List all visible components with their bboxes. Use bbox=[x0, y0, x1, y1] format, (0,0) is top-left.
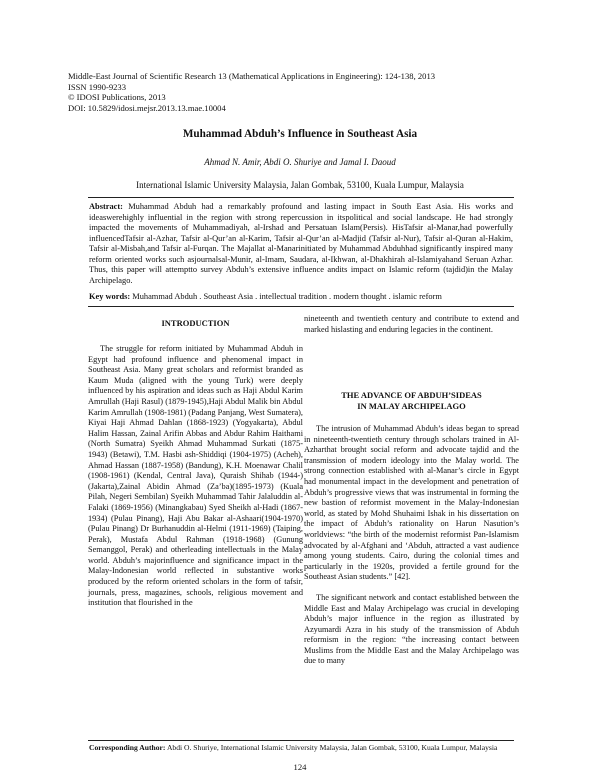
affiliation: International Islamic University Malaysia, Jalan Gombak, 53100, Kuala Lumpur, Malaysia bbox=[136, 180, 464, 190]
journal-citation: Middle-East Journal of Scientific Research 13 (Mathematical Applications in Engineering): 124-138, 2013 bbox=[68, 71, 436, 81]
page-number: 124 bbox=[293, 762, 307, 772]
right-continuation: nineteenth and twentieth century and contribute to extend and marked hislasting and enduring legacies in the continent. bbox=[304, 314, 519, 334]
section-heading-introduction: INTRODUCTION bbox=[161, 318, 230, 328]
right-column-top bbox=[304, 314, 519, 335]
doi: DOI: 10.5829/idosi.mejsr.2013.13.mae.10004 bbox=[68, 102, 226, 113]
journal-header bbox=[68, 71, 538, 113]
section-heading-advance bbox=[304, 390, 519, 412]
authors: Ahmad N. Amir, Abdi O. Shuriye and Jamal I. Daoud bbox=[204, 157, 396, 167]
keywords bbox=[89, 292, 513, 301]
advance-heading-line2: IN MALAY ARCHIPELAGO bbox=[357, 401, 466, 411]
abstract-text: Muhammad Abduh had a remarkably profound and lasting impact in South East Asia. His works and ideaswerehighly influential in the region with strong repercussion in itspolitical and social landscape. He had strongly impacted the movements of Muhammadiyah, al-Irshad and Persatuan Islam(Persis). HisTafsir al-Manar,had powerfully influencedTafsir al-Azhar, Tafsir al-Qur’an al-Karim, Tafsir al-Qur’an al-Madjid (Tafsir al-Nur), Tafsir al-Quran al-Hakim, Tafsir al-Misbah,and Tafsir al-Furqan. The Majallat al-Manarinitiated by Muhammad Abduhhad significantly inspired many reform oriented works such asjournalsal-Munir, al-Imam, Saudara, al-Ikhwan, al-Dhakhirah al-Islamiyahand Seruan Azhar. Thus, this paper will attemptto survey Abduh’s extensive influence andits impact on Islamic reform (tajdid)in the Malay Archipelago. bbox=[89, 202, 514, 285]
paper-title: Muhammad Abduh’s Influence in Southeast Asia bbox=[182, 128, 418, 140]
abstract bbox=[89, 202, 513, 286]
advance-paragraph-1: The intrusion of Muhammad Abduh’s ideas began to spread in nineteenth-twentieth century through scholars trained in Al-Azharthat brought social reform and advocate tajdid and the transmission of modern ideology into the Malay world. The strong connection established with al-Manar’s circle in Egypt had monumental impact in the development and penetration of Abduh’s progressive views that was instrumental in forming the new bastion of reformist movement in the Malay-Indonesian world, as stated by Mohd Shuhaimi Ishak in his dissertation on the impact of Abduh’s rationality on Harun Nasution’s worldviews: “the birth of the modernist reformist Pan-Islamism advocated by al-Afghani and ‘Abduh, attracted a vast audience among young students. Cairo, during the colonial times and particularly in the 1920s, provided a fertile ground for the Southeast Asian students.” [42]. bbox=[304, 424, 519, 582]
advance-body bbox=[304, 424, 519, 667]
keywords-label: Key words: bbox=[89, 292, 131, 301]
abstract-label: Abstract: bbox=[89, 202, 123, 211]
corresponding-author bbox=[89, 743, 515, 752]
divider-top bbox=[88, 197, 514, 198]
copyright: © IDOSI Publications, 2013 bbox=[68, 92, 166, 103]
corresponding-label: Corresponding Author: bbox=[89, 743, 166, 752]
divider-keywords bbox=[88, 306, 514, 307]
advance-heading-line1: THE ADVANCE OF ABDUH’SIDEAS bbox=[341, 390, 482, 400]
advance-paragraph-2: The significant network and contact established between the Middle East and Malay Archipelago was crucial in developing Abduh’s major influence in the region as illustrated by Azyumardi Azra in his study of the transmission of Abduh reformism in the region: “the increasing contact between Muslims from the Middle East and the Malay Archipelago was due to many bbox=[304, 592, 519, 666]
issn: ISSN 1990-9233 bbox=[68, 81, 127, 92]
corresponding-text: Abdi O. Shuriye, International Islamic University Malaysia, Jalan Gombak, 53100, Kuala Lumpur, Malaysia bbox=[166, 743, 498, 752]
keywords-text: Muhammad Abduh . Southeast Asia . intellectual tradition . modern thought . islamic reform bbox=[132, 292, 442, 301]
divider-footer bbox=[88, 740, 514, 741]
intro-column bbox=[88, 344, 303, 609]
intro-paragraph: The struggle for reform initiated by Muhammad Abduh in Egypt had profound influence and phenomenal impact in Southeast Asia. Many great scholars and reformist branded as Kaum Muda (aligned with the young Turk) were deeply influenced by his aspiration and ideas such as Haji Abdul Karim Amrullah (Haji Rasul) (1879-1945),Haji Abdul Malik bin Abdul Karim Amrullah (1908-1981) (Padang Panjang, West Sumatera), Kiyai Haji Ahmad Dahlan (1868-1923) (Yogyakarta), Abdul Halim Hassan, Zainal Arifin Abbas and Abdur Rahim Haithami (North Sumatra) Syeikh Ahmad Muhammad Surkati (1875-1943) (Betawi), T.M. Hasbi ash-Shiddiqi (1904-1975) (Acheh), Ahmad Hassan (1887-1958) (Bandung), K.H. Moenawar Chalil (1908-1961) (Kendal, Central Java), Quraish Shihab (1944-) (Jakarta),Zainal Abidin Ahmad (Za’ba)(1895-1973) (Kuala Pilah, Negeri Sembilan) Syeikh Muhammad Tahir Jalaluddin al-Falaki (1869-1956) (Minangkabau) Syed Sheikh al-Hadi (1867-1934) (Pulau Pinang), Haji Abu Bakar al-Ashaari(1904-1970) (Pulau Pinang) Dr Burhanuddin al-Helmi (1911-1969) (Taiping, Perak), Mustafa Abdul Rahman (1918-1968) (Gunung Semanggol, Perak) and otherleading intellectuals in the Malay world. Abduh’s majorinfluence and significance impact in the Malay-Indonesian world reflected in substantive works produced by the reform oriented scholars in the form of tafsir, journals, press, magazines, schools, religious movement and institution that flourished in the bbox=[88, 344, 303, 608]
